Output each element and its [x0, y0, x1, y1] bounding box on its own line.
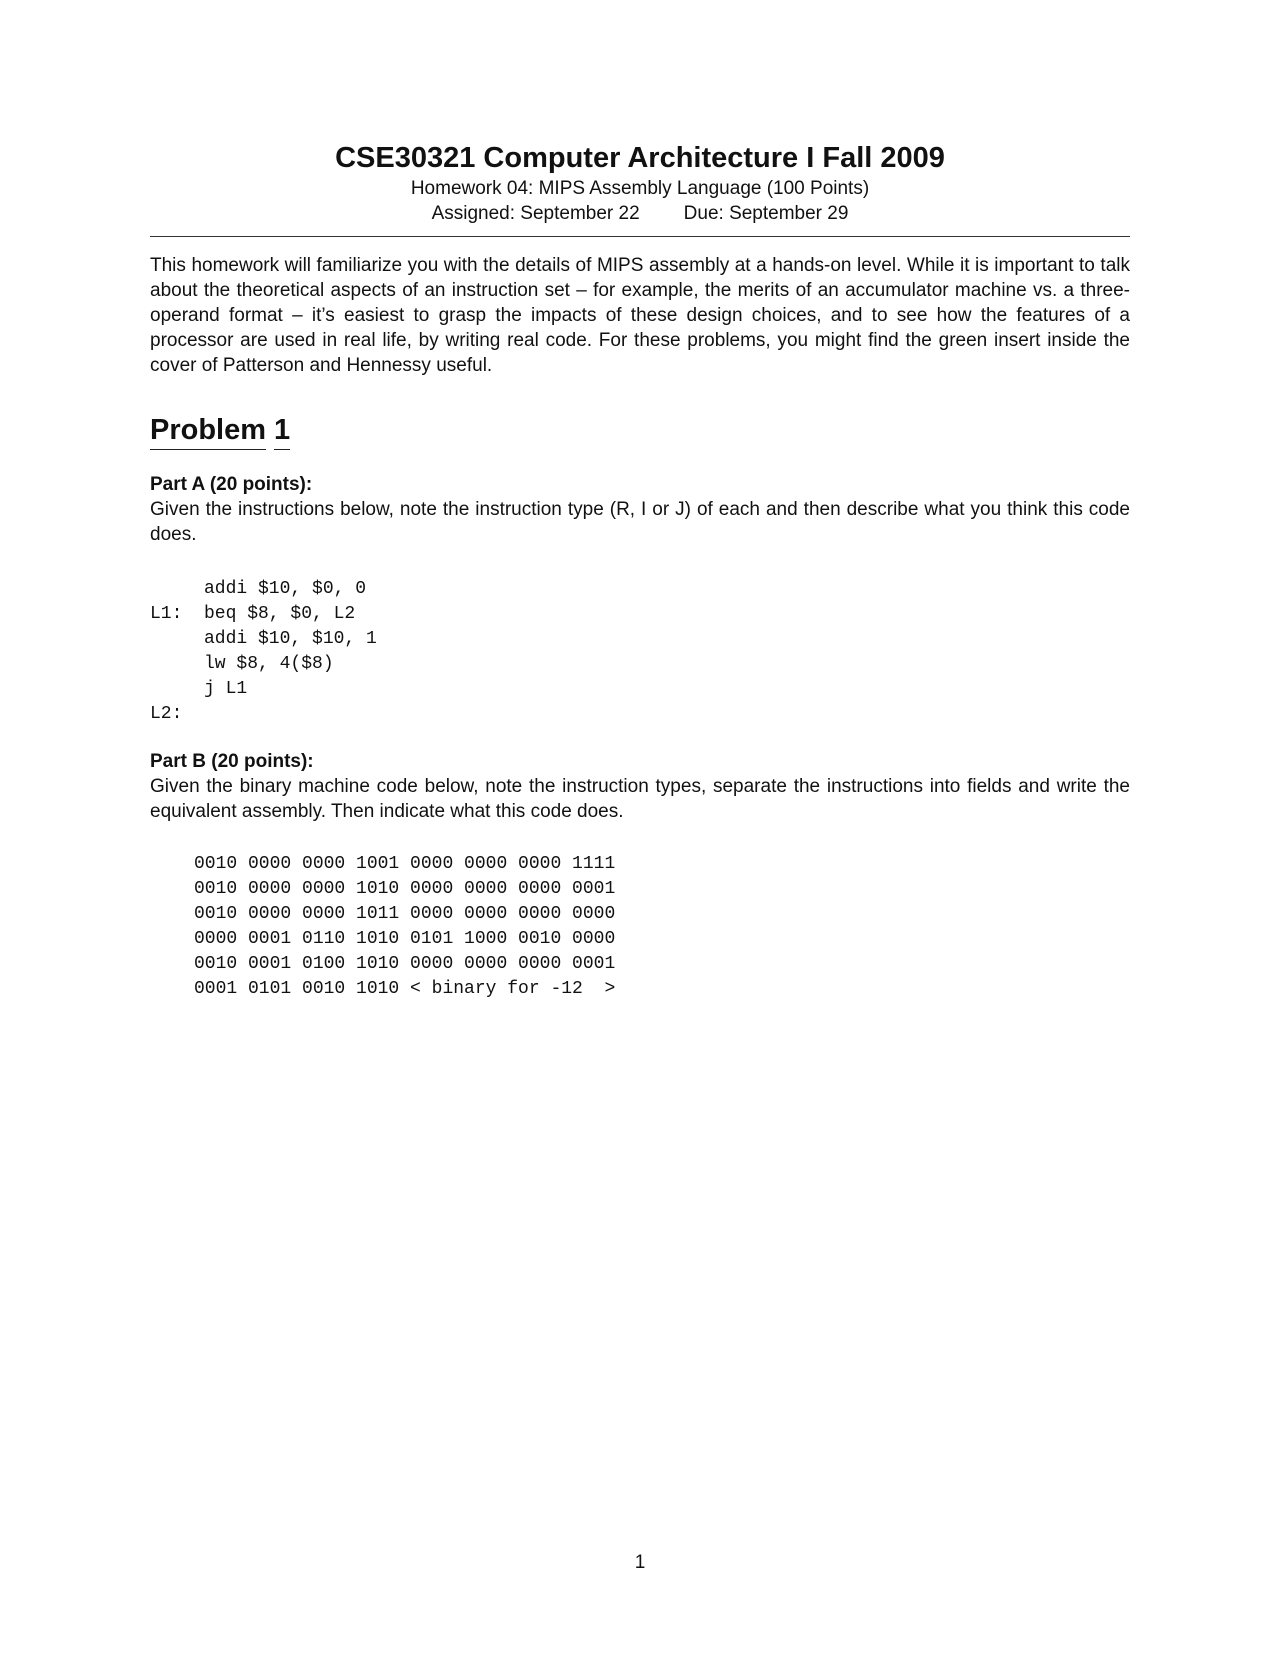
binary-line: 0001 0101 0010 1010 < binary for -12 >: [194, 979, 616, 999]
code-label: L2:: [150, 704, 183, 724]
code-line: [150, 602, 1130, 627]
problem-1-heading: [150, 412, 1130, 450]
problem-number: 1: [274, 412, 290, 450]
code-instruction: addi $10, $10, 1: [204, 629, 377, 649]
due-date: Due: September 29: [683, 203, 849, 224]
code-label: L1:: [150, 604, 183, 624]
document-page: [150, 140, 1130, 1002]
part-b-description: Given the binary machine code below, note the instruction types, separate the instructions into fields and write the equivalent assembly. Then indicate what this code does.: [150, 776, 1130, 822]
intro-paragraph: This homework will familiarize you with the details of MIPS assembly at a hands-on level. While it is important to talk about the theoretical aspects of an instruction set – for example, the merits of an accumulator machine vs. a three-operand format – it’s easiest to grasp the impacts of these design choices, and to see how the features of a processor are used in real life, by writing real code. For these problems, you might find the green insert inside the cover of Patterson and Hennessy useful.: [150, 255, 1130, 376]
assigned-date: Assigned: September 22: [431, 203, 640, 224]
code-line: [150, 577, 1130, 602]
code-label: [150, 577, 204, 602]
document-title: CSE30321 Computer Architecture I Fall 2009: [335, 142, 945, 174]
problem-word: Problem: [150, 412, 266, 450]
binary-line: 0010 0000 0000 1001 0000 0000 0000 1111: [194, 854, 616, 874]
part-a-code-block: [150, 577, 1130, 727]
page-number: 1: [634, 1552, 646, 1573]
code-instruction: addi $10, $0, 0: [204, 579, 367, 599]
code-instruction: beq $8, $0, L2: [204, 604, 356, 624]
homework-subtitle: Homework 04: MIPS Assembly Language (100 Points): [410, 178, 870, 199]
code-instruction: j L1: [204, 679, 248, 699]
binary-line: 0010 0001 0100 1010 0000 0000 0000 0001: [194, 954, 616, 974]
code-line: [150, 677, 1130, 702]
dates-line: [150, 201, 1130, 226]
part-a-heading: Part A (20 points):: [150, 474, 313, 495]
code-line: [150, 652, 1130, 677]
header-divider: [150, 236, 1130, 237]
binary-line: 0010 0000 0000 1010 0000 0000 0000 0001: [194, 879, 616, 899]
part-b-binary-block: [194, 852, 1130, 1002]
code-label: [150, 652, 204, 677]
code-label: [150, 677, 204, 702]
part-b-heading: Part B (20 points):: [150, 751, 314, 772]
part-a-description: Given the instructions below, note the instruction type (R, I or J) of each and then describe what you think this code does.: [150, 499, 1130, 545]
code-line: [150, 702, 1130, 727]
binary-line: 0000 0001 0110 1010 0101 1000 0010 0000: [194, 929, 616, 949]
code-instruction: lw $8, 4($8): [204, 654, 334, 674]
binary-line: 0010 0000 0000 1011 0000 0000 0000 0000: [194, 904, 616, 924]
code-line: [150, 627, 1130, 652]
code-label: [150, 627, 204, 652]
